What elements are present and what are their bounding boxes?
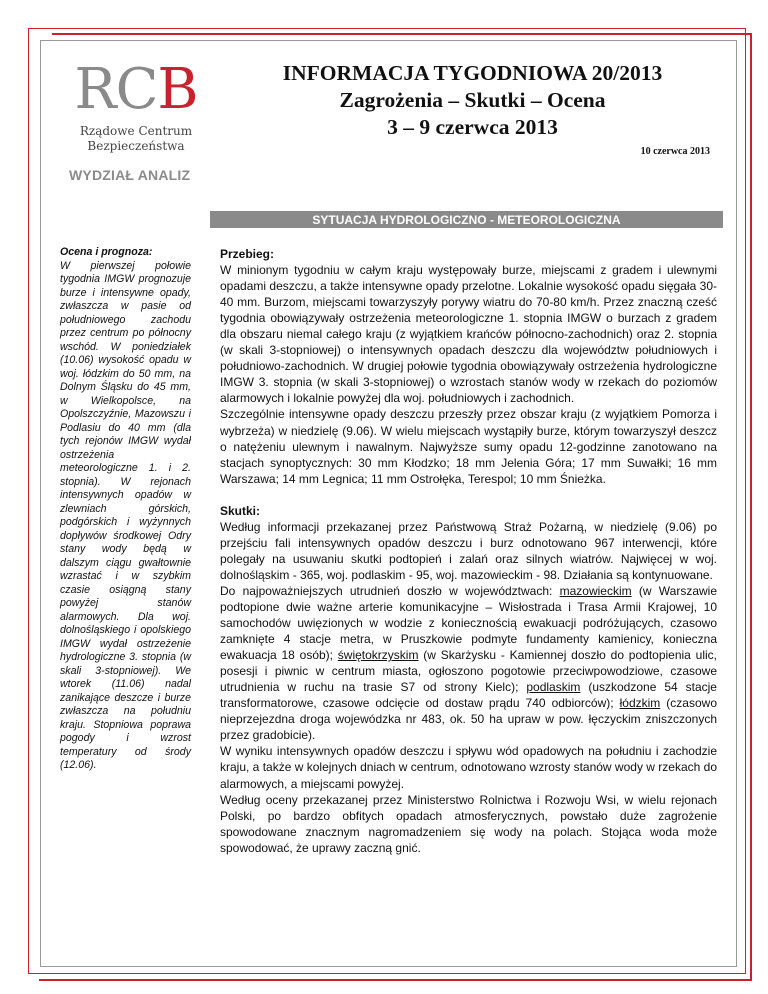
- skutki-heading: Skutki:: [220, 503, 261, 518]
- skutki-p2-lodzkie-text: (czasowo nieprzejezdna droga wojewódzka nr 483, ok. 50 ha upraw w pow. łęczyckim zniszczonych przez gradobicie).: [220, 696, 717, 743]
- przebieg-heading: Przebieg:: [220, 247, 275, 261]
- logo-letters-red: B: [157, 57, 198, 122]
- title-line2: Zagrożenia – Skutki – Ocena: [339, 88, 606, 112]
- page-border-red-top: [52, 33, 752, 35]
- region-lodzkie: łódzkim: [619, 696, 661, 711]
- skutki-paragraph-4: Według oceny przekazanej przez Ministerstwo Rolnictwa i Rozwoju Wsi, w wielu rejonach Polski, po bardzo obfitych opadach atmosferycznych, powstało duże zagrożenie spowodowane znacznym nagromadzeniem się wody na polach. Stojąca woda może spowodować, że uprawy zaczną gnić.: [220, 792, 717, 855]
- region-podlaskie: podlaskim: [526, 680, 581, 695]
- skutki-p2-mazowieckie-text: (w Warszawie podtopione dwie ważne arterie komunikacyjne – Wisłostrada i Trasa Armii Krajowej, 10 samochodów uwięzionych w wodzie z koniecznością ewakuacji podróżujących, czasowo zamknięte 4 stacje metra, w Pruszkowie podmyte fundamenty kamienicy, konieczna ewakuacja 18 osób);: [220, 583, 717, 663]
- document-title: [225, 60, 720, 141]
- skutki-p2-swietokrzyskie-text: (w Skarżysku - Kamiennej doszło do podtopienia ulic, posesji i piwnic w centrum miasta, ogłoszono pogotowie przeciwpowodziowe, czasowe utrudnienia w ruchu na trasie S7 od strony Kielc);: [220, 648, 717, 695]
- region-swietokrzyskie: świętokrzyskim: [337, 648, 419, 663]
- issue-date: 10 czerwca 2013: [640, 146, 710, 157]
- forecast-text: W pierwszej połowie tygodnia IMGW prognozuje burze i intensywne opady, zwłaszcza w pasie od południowego zachodu przez centrum po północny wschód. W poniedziałek (10.06) wysokość opadu w woj. łódzkim do 50 mm, na Dolnym Śląsku do 45 mm, w Wielkopolsce, na Opolszczyźnie, Mazowszu i Podlasiu do 40 mm (dla tych rejonów IMGW wydał ostrzeżenia meteorologiczne 1. i 2. stopnia). W rejonach intensywnych opadów w zlewniach górskich, podgórskich i wyżynnych dopływów środkowej Odry stany wody będą w dalszym ciągu gwałtownie wzrastać i w szybkim czasie osiągną stany powyżej stanów alarmowych. Dla woj. dolnośląskiego i opolskiego IMGW wydał ostrzeżenie hydrologiczne 3. stopnia (w skali 3-stopniowej). We wtorek (11.06) nadal zanikające deszcze i burze zwłaszcza na południu kraju. Stopniowa poprawa pogody i wzrost temperatury od środy (12.06).: [60, 259, 191, 771]
- przebieg-paragraph-1: W minionym tygodniu w całym kraju występowały burze, miejscami z gradem i ulewnymi opadami deszczu, a także intensywne opady przelotne. Lokalnie wysokość opadu sięgała 30-40 mm. Burzom, miejscami towarzyszyły porywy wiatru do 70-80 km/h. Przez znaczną cześć tygodnia obowiązywały ostrzeżenia meteorologiczne 1. stopnia IMGW o burzach z gradem dla obszaru niemal całego kraju (z wyjątkiem krańców północno-zachodnich) oraz 2. stopnia (w skali 3-stopniowej) o intensywnych opadach deszczu dla województw południowych i południowo-zachodnich. W drugiej połowie tygodnia obowiązywały ostrzeżenia hydrologiczne IMGW 3. stopnia (w skali 3-stopniowej) o wzrostach stanów wody w rzekach do poziomów alarmowych i lokalnie powyżej dla woj. południowych i zachodnich.: [220, 263, 717, 406]
- przebieg-paragraph-2: Szczególnie intensywne opady deszczu przeszły przez obszar kraju (z wyjątkiem Pomorza i wybrzeża) w niedzielę (9.06). W wielu miejscach wystąpiły burze, którym towarzyszył deszcz o natężeniu ulewnym i nawalnym. Najwyższe sumy opadu 12-godzinne zanotowano na stacjach synoptycznych: 30 mm Kłodzko; 18 mm Jelenia Góra; 17 mm Suwałki; 16 mm Warszawa; 14 mm Legnica; 11 mm Ostrołęka, Terespol; 10 mm Śnieżka.: [220, 407, 717, 486]
- skutki-p2-podlaskie-text: (uszkodzone 54 stacje transformatorowe, czasowe odcięcie od dostaw prądu 740 odbiorców);: [220, 680, 717, 711]
- title-line1: INFORMACJA TYGODNIOWA 20/2013: [282, 61, 663, 85]
- skutki-p2-intro: Do najpoważniejszych utrudnień doszło w województwach:: [220, 583, 560, 598]
- logo-subtitle-line2: Bezpieczeństwa: [87, 139, 185, 153]
- forecast-heading: Ocena i prognoza:: [60, 246, 153, 258]
- skutki-paragraph-1: Według informacji przekazanej przez Państwową Straż Pożarną, w niedzielę (9.06) po przejściu fali intensywnych opadów deszczu i burz odnotowano 967 interwencji, które polegały na usuwaniu skutki podtopień i zalań oraz silnych wiatrów. Najwięcej w woj. dolnośląskim - 365, woj. podlaskim - 95, woj. mazowieckim - 98. Działania są kontynuowane.: [220, 519, 717, 582]
- logo-letters: [60, 58, 212, 122]
- main-content: [220, 246, 717, 856]
- logo-subtitle: [60, 124, 212, 154]
- forecast-sidebar: [60, 246, 191, 773]
- logo-letters-gray: RC: [74, 57, 158, 122]
- paragraph-gap: [220, 487, 717, 503]
- department-label: WYDZIAŁ ANALIZ: [69, 167, 191, 183]
- region-mazowieckie: mazowieckim: [559, 583, 632, 598]
- logo-subtitle-line1: Rządowe Centrum: [79, 124, 193, 138]
- section-title: SYTUACJA HYDROLOGICZNO - METEOROLOGICZNA: [312, 213, 621, 227]
- title-line3: 3 – 9 czerwca 2013: [387, 115, 558, 139]
- page-border-red-bottom: [39, 979, 752, 981]
- skutki-paragraph-3: W wyniku intensywnych opadów deszczu i spływu wód opadowych na południu i zachodzie kraju, a także w kolejnych dniach w centrum, odnotowano wzrosty stanów wody w rzekach do alarmowych, a miejscami powyżej.: [220, 744, 717, 791]
- skutki-paragraph-2: [220, 583, 717, 743]
- page-border-red-right: [750, 33, 752, 981]
- rcb-logo: [60, 58, 212, 170]
